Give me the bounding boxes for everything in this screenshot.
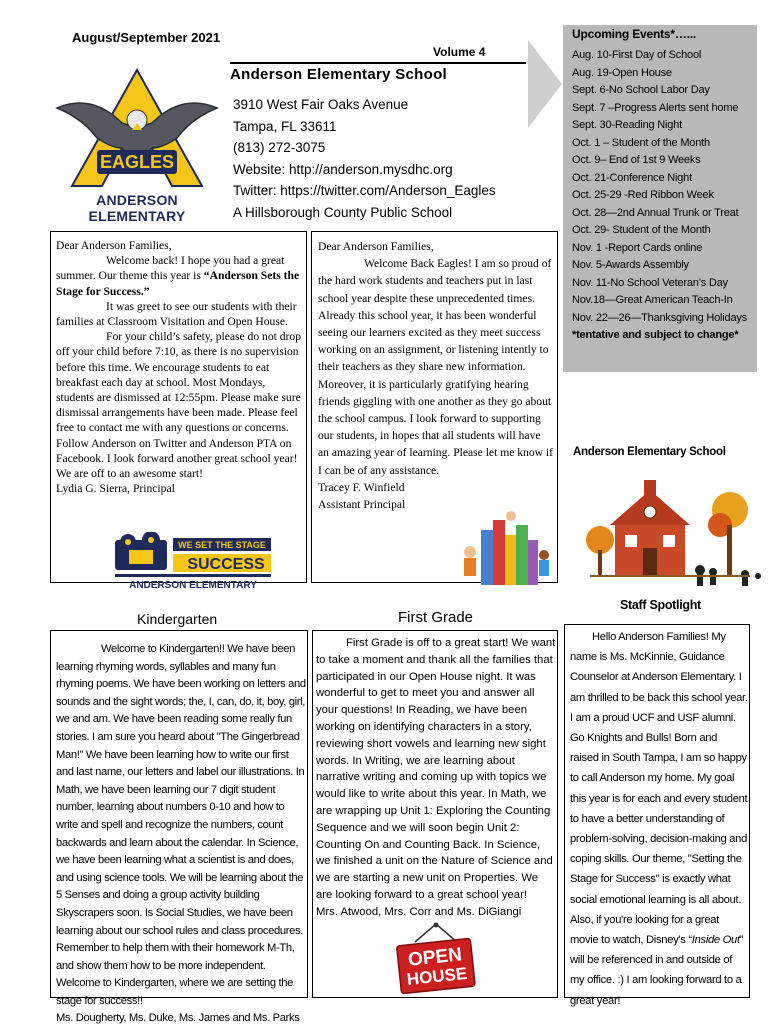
schoolhouse-illustration <box>580 480 765 590</box>
books-kids-illustration <box>456 510 551 585</box>
page-fold-triangle <box>528 40 562 128</box>
event-item: Nov.18—Great American Teach-In <box>572 294 733 306</box>
event-item: Sept. 7 –Progress Alerts sent home <box>572 101 739 114</box>
kindergarten-box <box>50 630 308 1025</box>
staff-body: Hello Anderson Families! My name is Ms. McKinnie, Guidance Counselor at Anderson Elementary. I am thrilled to be back this school year. I am a proud UCF and USF alumni. Go Knights and Bulls! Born and raised in South Tampa, I am so happy to call Anderson my home. My goal this year is for each and every student to have a better understanding of problem-solving, decision-making and coping skills. Our theme, "Setting the Stage for Success" is exactly what social emotional learning is all about. Also, if you're looking for a great movie to watch, Disney's “Inside Out” will be referenced in and outside of my office. :) I am looking forward to a great year! <box>570 631 748 1007</box>
ap-body: Welcome Back Eagles! I am so proud of the hard work students and teachers put in last school year despite these unprecedented times. Already this school year, it has been wonderful seeing our learners excited as they meet success working on an assignment, or listening intently to their teachers as they share new information. Moreover, it is particularly gratifying hearing friends giggling with one another as they go about the school campus. I look forward to supporting our students, in hopes that all students will have an amazing year of learning. Please let me know if I can be of any assistance. <box>318 257 554 477</box>
stage-logo-line1: WE SET THE STAGE <box>178 540 266 550</box>
event-item: Nov. 5-Awards Assembly <box>572 259 689 271</box>
principal-paragraph-1: Welcome back! I hope you had a great summer. Our theme this year is “Anderson Sets the Stage for Success.” <box>56 254 300 298</box>
staff-spotlight-title: Staff Spotlight <box>620 598 701 612</box>
event-item: Sept. 30-Reading Night <box>572 119 682 131</box>
theme-quote: “Anderson Sets the Stage for Success.” <box>56 269 300 298</box>
events-title: Upcoming Events*…... <box>572 27 697 41</box>
school-title: Anderson Elementary School <box>230 66 448 83</box>
first-grade-body: First Grade is off to a great start! We want to take a moment and thank all the families that participated in our Open House night. It was wonderful to get to meet you and answer all your questions! In Reading, we have been working on identifying characters in a story, reviewing short vowels and learning new sight words. In Writing, we are learning about narrative writing and coming up with topics we would like to write about this year. In Math, we are wrapping up Unit 1: Exploring the Counting Sequence and we will soon begin Unit 2: Counting On and Counting Back. In Science, we finished a unit on the Nature of Science and we are starting a new unit on Properties. We are looking forward to a great school year! <box>316 637 556 901</box>
address-line: 3910 West Fair Oaks Avenue <box>233 97 409 112</box>
movie-title: Inside Out <box>691 934 740 947</box>
volume-number: Volume 4 <box>433 45 486 59</box>
event-item: Nov. 1 -Report Cards online <box>572 241 703 254</box>
twitter-line: Twitter: https://twitter.com/Anderson_Eagles <box>233 183 496 198</box>
phone-number: (813) 272-3075 <box>233 140 326 155</box>
school-name-label: Anderson Elementary School <box>573 446 726 458</box>
event-item: Oct. 29- Student of the Month <box>572 224 711 236</box>
event-item: Nov. 22—26—Thanksgiving Holidays <box>572 311 747 324</box>
kindergarten-title: Kindergarten <box>137 611 218 627</box>
issue-date: August/September 2021 <box>72 30 221 45</box>
principal-greeting: Dear Anderson Families, <box>56 239 172 252</box>
ap-greeting: Dear Anderson Families, <box>318 240 434 253</box>
website-line: Website: http://anderson.mysdhc.org <box>233 161 453 177</box>
open-house-sign <box>395 922 477 994</box>
event-item: Oct. 21-Conference Night <box>572 171 692 184</box>
principal-paragraph-3: For your child’s safety, please do not drop off your child before 7:10, as there is no supervision before this time. We encourage students to eat breakfast each day at school. Most Mondays, students are dismissed at 12:55pm. Please make sure dismissal arrangements have been made. Please feel free to contact me with any questions or concerns. Follow Anderson on Twitter and Anderson PTA on Facebook. I look forward another great school year! We are off to an awesome start! <box>56 330 302 481</box>
first-grade-title: First Grade <box>398 609 474 626</box>
staff-spotlight-box <box>564 624 750 1007</box>
stage-logo-success: SUCCESS <box>187 556 265 573</box>
event-item: Nov. 11-No School Veteran’s Day <box>572 276 728 289</box>
kindergarten-body: Welcome to Kindergarten!! We have been learning rhyming words, syllables and many fun rhyming poems. We have been working on letters and sounds and the sight words; the, I, can, do, it, boy, girl, we and am. We have been reading some really fun stories. I am sure you heard about "The Gingerbread Man!" We have been learning how to write our first and last name, our letters and label our illustrations. In Math, we have been learning our 7 digit student number, learning about numbers 0-10 and how to write and spell and recognize the numbers, count backwards and learn about the calendar. In Science, we have been learning what a scientist is and does, and using science tools. We will be learning about the 5 Senses and doing a group activity building Skyscrapers soon. Is Social Studies, we have been learning about our school rules and class procedures. Remember to help them with their homework M-Th, and show them how to be more independent. Welcome to Kindergarten, where we are setting the stage for success!! <box>56 643 306 1007</box>
principal-paragraph-2: It was greet to see our students with their families at Classroom Visitation and Open House. <box>56 299 297 329</box>
event-item: Aug. 19-Open House <box>572 66 672 79</box>
events-disclaimer: *tentative and subject to change* <box>572 329 739 341</box>
ap-signature-title: Assistant Principal <box>318 498 406 512</box>
stage-for-success-logo <box>113 532 273 590</box>
event-item: Oct. 1 – Student of the Month <box>572 136 710 149</box>
upcoming-events-panel <box>563 25 757 372</box>
sign-house-text: HOUSE <box>405 963 469 990</box>
event-item: Aug. 10-First Day of School <box>572 49 702 61</box>
stage-logo-school: ANDERSON ELEMENTARY <box>129 580 257 590</box>
district-line: A Hillsborough County Public School <box>233 204 453 220</box>
school-address <box>233 94 496 223</box>
sign-open-text: OPEN <box>407 944 463 971</box>
event-item: Oct. 25-29 -Red Ribbon Week <box>572 189 714 201</box>
first-grade-signature: Mrs. Atwood, Mrs. Corr and Ms. DiGiangi <box>316 905 522 918</box>
ap-signature-name: Tracey F. Winfield <box>318 480 405 494</box>
event-item: Sept. 6-No School Labor Day <box>572 84 710 96</box>
event-item: Oct. 9– End of 1st 9 Weeks <box>572 154 701 166</box>
principal-signature: Lydia G. Sierra, Principal <box>56 482 175 496</box>
principal-letter-box <box>50 231 307 583</box>
header-rule <box>230 62 526 64</box>
kindergarten-signature: Ms. Dougherty, Ms. Duke, Ms. James and Ms. Parks <box>56 1012 300 1025</box>
address-city: Tampa, FL 33611 <box>233 118 337 134</box>
logo-banner-text: EAGLES <box>99 152 175 172</box>
logo-school-name: ANDERSON ELEMENTARY <box>88 192 186 224</box>
event-item: Oct. 28—2nd Annual Trunk or Treat <box>572 206 739 219</box>
